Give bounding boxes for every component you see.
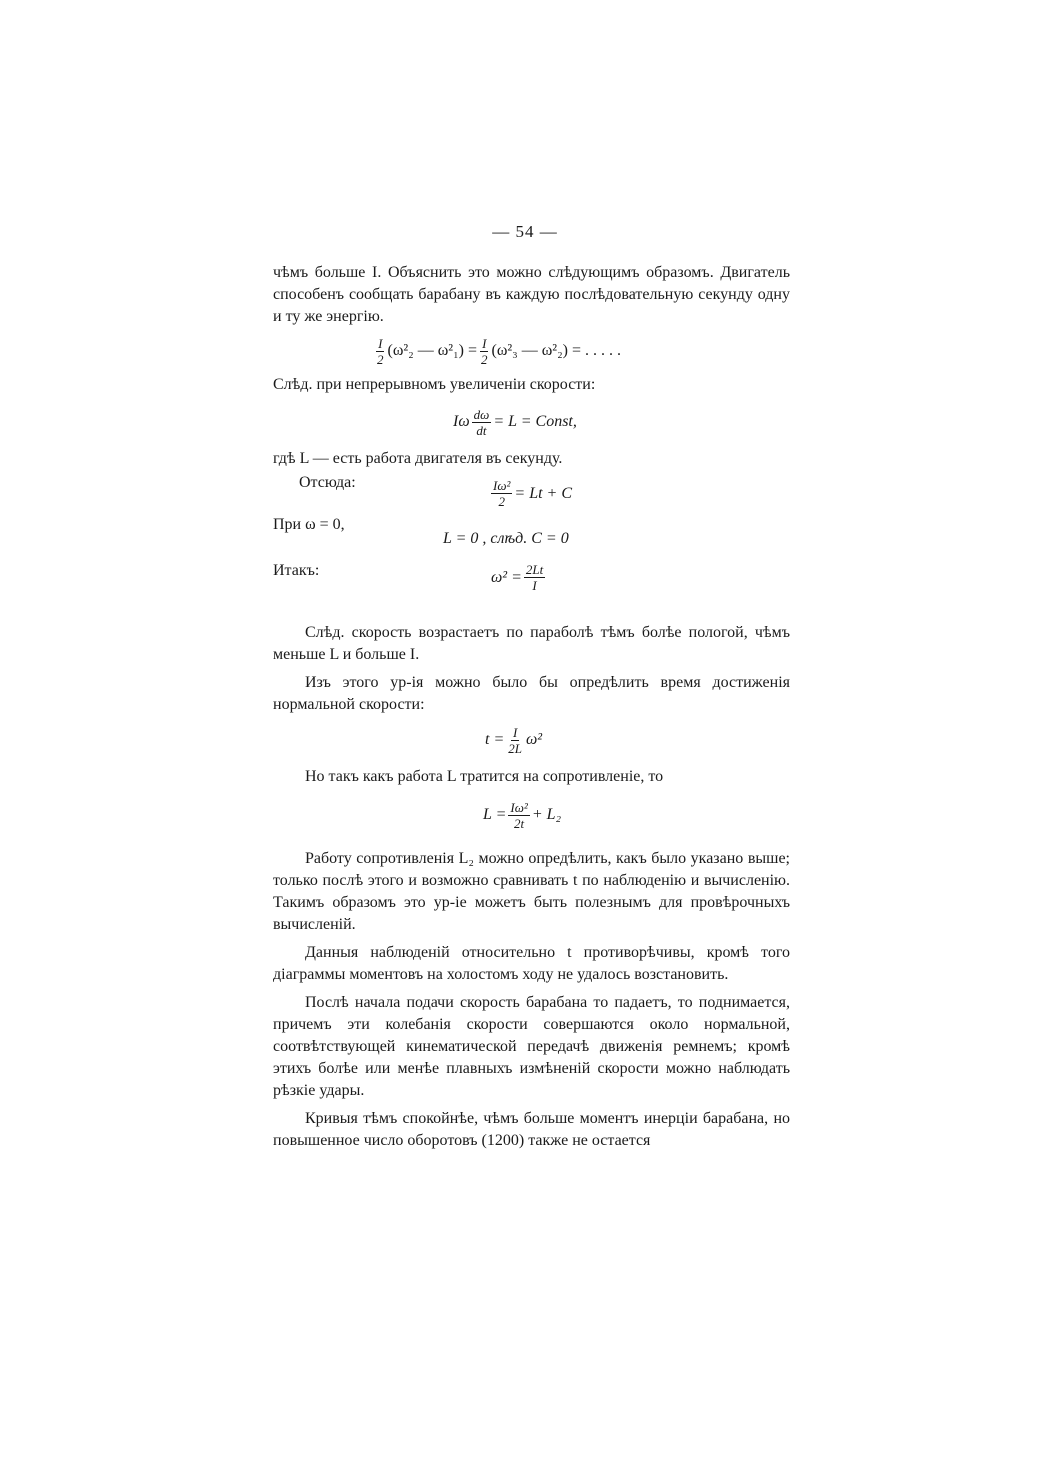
eq7-tail: + L₂	[531, 806, 562, 823]
eq1-frac-b-numerator: I	[482, 335, 487, 351]
paragraph-3: гдѣ L — есть работа двигателя въ секунду.	[273, 450, 563, 467]
eq1-frac-b-denominator: 2	[481, 351, 488, 367]
row-otsyuda	[273, 470, 790, 516]
eq2-numerator: dω	[473, 406, 490, 422]
paragraph-1: чѣмъ больше I. Объяснить это можно слѣдующимъ образомъ. Двигатель способенъ сообщать барабану въ каждую послѣдовательную секунду одну и ту же энергію.	[273, 264, 790, 325]
equation-initial: L = 0 , слѣд. C = 0	[443, 530, 569, 547]
eq7-numerator: Iω²	[510, 799, 528, 815]
row-itak	[273, 562, 790, 608]
paragraph-10: Кривыя тѣмъ спокойнѣе, чѣмъ больше моментъ инерціи барабана, но повышенное число оборотовъ (1200) также не остается	[273, 1110, 790, 1149]
equation-time	[273, 720, 790, 760]
equation-energy	[273, 332, 790, 370]
paragraph-5: Изъ этого ур-ія можно было бы опредѣлить время достиженія нормальной скорости:	[273, 674, 790, 713]
eq1-fraction-a	[375, 336, 386, 367]
paragraph-8: Данныя наблюденій относительно t противорѣчивы, кромѣ того діаграммы моментовъ на холостомъ ходу не удалось возстановить.	[273, 944, 790, 983]
eq3-denominator: 2	[498, 494, 505, 509]
eq7-fraction	[508, 800, 529, 831]
eq2-tail: = L = Const,	[493, 413, 577, 430]
eq1-frac-a-numerator: I	[378, 335, 383, 351]
eq1-term-b: (ω²₃ — ω²₂) = . . . . .	[491, 342, 621, 359]
eq3-tail: = Lt + C	[514, 484, 573, 502]
eq7-denominator: 2t	[514, 815, 525, 831]
paragraph-9: Послѣ начала подачи скорость барабана то падаетъ, то поднимается, причемъ эти колебанія скорости совершаются около нормальной, соотвѣтствующей кинематической передачѣ движенія ремнемъ; кромѣ этихъ болѣе или менѣе плавныхъ измѣненій скорости можно наблюдать рѣзкіе удары.	[273, 994, 790, 1099]
eq3-fraction	[491, 478, 512, 509]
eq6-numerator: I	[512, 724, 518, 740]
eq2-denominator: dt	[476, 422, 487, 438]
eq2-lead: Iω	[453, 413, 470, 430]
eq3-numerator: Iω²	[493, 478, 511, 493]
eq6-fraction	[506, 725, 524, 756]
page-number: — 54 —	[492, 222, 558, 241]
eq5-numerator: 2Lt	[525, 562, 544, 577]
paragraph-2: Слѣд. при непрерывномъ увеличеніи скорости:	[273, 376, 596, 393]
equation-integral	[489, 477, 790, 509]
text-column	[273, 262, 790, 1152]
eq5-lead: ω² =	[491, 568, 522, 586]
equation-power	[273, 400, 790, 444]
eq6-lead: t =	[485, 731, 505, 748]
eq5-fraction	[524, 562, 545, 593]
label-otsyuda: Отсюда:	[299, 474, 356, 491]
row-pri	[273, 516, 790, 562]
eq6-tail: ω²	[525, 731, 543, 748]
label-itak: Итакъ:	[273, 562, 320, 579]
label-pri: При ω = 0,	[273, 516, 345, 533]
eq1-term-a: (ω²₂ — ω²₁) =	[387, 342, 477, 359]
eq2-fraction	[472, 407, 492, 438]
paragraph-7: Работу сопротивленія L₂ можно опредѣлить, какъ было указано выше; только послѣ этого и возможно сравнивать t по наблюденію и вычисленію. Такимъ образомъ это ур-іе можетъ быть полезнымъ для провѣрочныхъ вычисленій.	[273, 850, 790, 933]
paragraph-4: Слѣд. скорость возрастаетъ по параболѣ тѣмъ болѣе пологой, чѣмъ меньше L и больше I.	[273, 624, 790, 663]
equation-omega	[491, 562, 790, 593]
eq6-denominator: 2L	[508, 740, 522, 756]
eq1-frac-a-denominator: 2	[377, 351, 384, 367]
eq5-denominator: I	[532, 578, 537, 593]
eq7-lead: L =	[483, 806, 507, 823]
eq1-fraction-b	[479, 336, 490, 367]
equation-resistance	[273, 792, 790, 838]
paragraph-6: Но такъ какъ работа L тратится на сопротивленіе, то	[305, 768, 664, 785]
